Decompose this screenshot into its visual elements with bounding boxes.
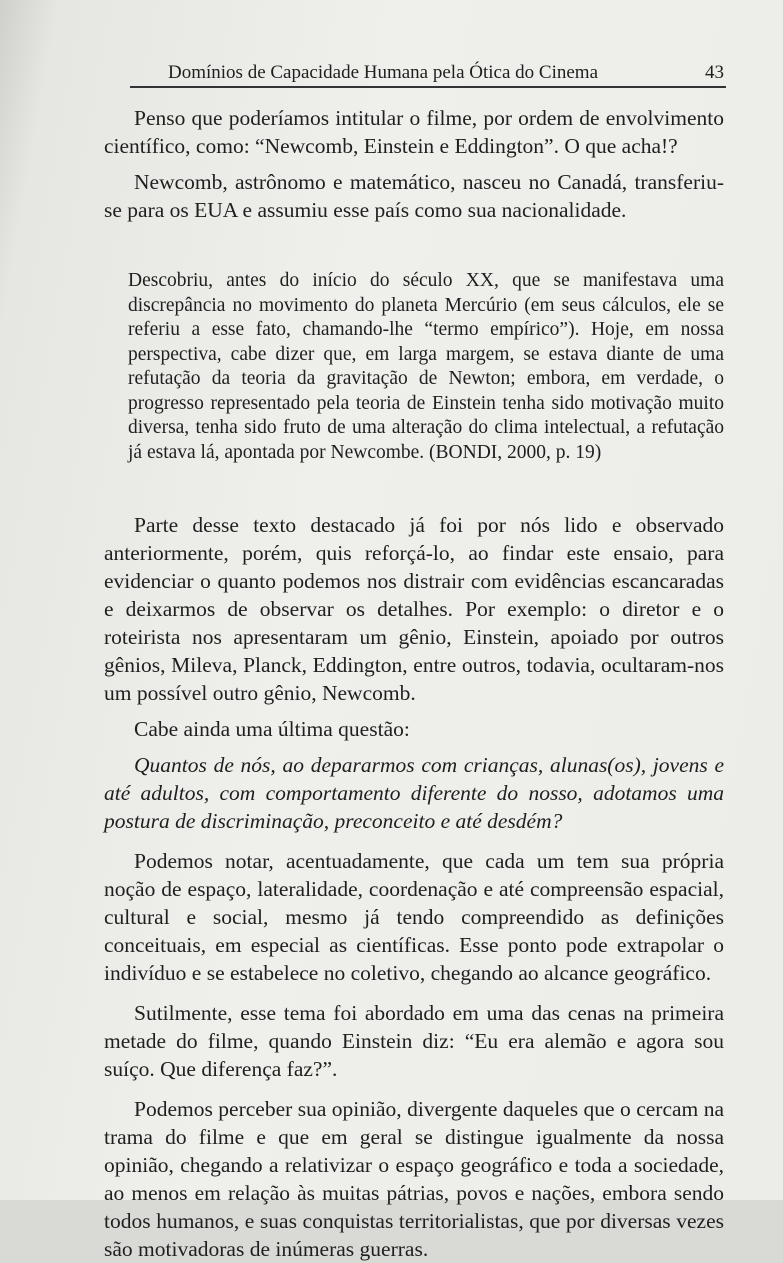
paragraph-spatial-notion: Podemos notar, acentuadamente, que cada um tem sua própria noção de espaço, lateralidade, coordenação e até compreensão espacial, cultural e social, mesmo já tendo compreendido as definições conceituais, em especial as científicas. Esse ponto pode extrapolar o indivíduo e se estabelece no coletivo, chegando ao alcance geográfico. [104, 849, 724, 985]
paragraph-einstein-quote: Sutilmente, esse tema foi abordado em uma das cenas na primeira metade do filme, quando Einstein diz: “Eu era alemão e agora sou suíço. Que diferença faz?”. [104, 1001, 724, 1081]
page-number: 43 [705, 62, 724, 83]
paragraph-highlighted-text: Parte desse texto destacado já foi por nós lido e observado anteriormente, porém, quis reforçá-lo, ao findar este ensaio, para evidenciar o quanto podemos nos distrair com evidências escancaradas e deixarmos de observar os detalhes. Por exemplo: o diretor e o roteirista nos apresentaram um gênio, Einstein, apoiado por outros gênios, Mileva, Planck, Eddington, entre outros, todavia, ocultaram-nos um possível outro gênio, Newcomb. [104, 513, 724, 705]
running-header [130, 58, 726, 88]
paragraph-newcomb-intro: Newcomb, astrônomo e matemático, nasceu no Canadá, transferiu-se para os EUA e assumiu esse país como sua nacionalidade. [104, 170, 724, 222]
paragraph-geographic-relativity: Podemos perceber sua opinião, divergente daqueles que o cercam na trama do filme e que em geral se distingue igualmente da nossa opinião, chegando a relativizar o espaço geográfico e toda a sociedade, ao menos em relação às muitas pátrias, povos e nações, embora sendo todos humanos, e suas conquistas territorialistas, que por diversas vezes são motivadoras de inúmeras guerras. [104, 1097, 724, 1261]
paragraph-title-suggestion: Penso que poderíamos intitular o filme, por ordem de envolvimento científico, como: “Newcomb, Einstein e Eddington”. O que acha!? [104, 106, 724, 158]
paragraph-italic-question: Quantos de nós, ao depararmos com crianças, alunas(os), jovens e até adultos, com comportamento diferente do nosso, adotamos uma postura de discriminação, preconceito e até desdém? [104, 753, 724, 833]
block-quote-bondi: Descobriu, antes do início do século XX, que se manifestava uma discrepância no movimento do planeta Mercúrio (em seus cálculos, ele se referiu a esse fato, chamando-lhe “termo empírico”). Hoje, em nossa perspectiva, cabe dizer que, em larga margem, se estava diante de uma refutação da teoria da gravitação de Newton; embora, em verdade, o progresso representado pela teoria de Einstein tenha sido motivação muito diversa, tenha sido fruto de uma alteração do clima intelectual, a refutação já estava lá, apontada por Newcombe. (BONDI, 2000, p. 19) [128, 270, 724, 463]
running-title: Domínios de Capacidade Humana pela Ótica do Cinema [168, 62, 599, 83]
body-text [104, 104, 724, 1263]
paragraph-last-question-lead: Cabe ainda uma última questão: [134, 717, 410, 741]
